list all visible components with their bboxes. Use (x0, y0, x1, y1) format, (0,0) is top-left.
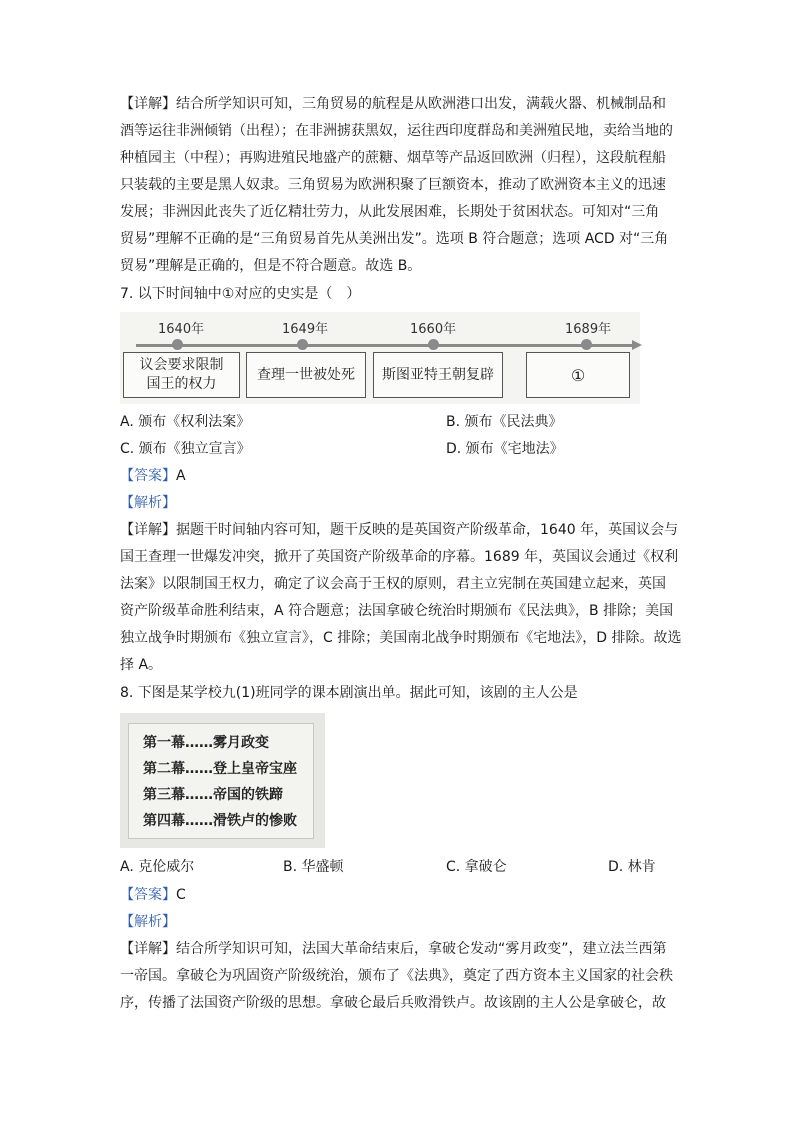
answer-value: C (176, 887, 186, 903)
answer-tag: 【答案】 (120, 468, 176, 484)
q6-detail-line: 发展；非洲因此丧失了近亿精壮劳力，从此发展困难，长期处于贫困状态。可知对“三角 (120, 204, 660, 220)
q7-detail-line: 国王查理一世爆发冲突，掀开了英国资产阶级革命的序幕。1689 年，英国议会通过《权利 (120, 549, 679, 565)
q8-answer (120, 885, 186, 905)
q8-stem: 8. 下图是某学校九(1)班同学的课本剧演出单。据此可知，该剧的主人公是 (120, 685, 578, 701)
timeline-event-box: 斯图亚特王朝复辟 (373, 352, 503, 398)
answer-value: A (176, 468, 186, 484)
q8-detail-line: 一帝国。拿破仑为巩固资产阶级统治，颁布了《法典》，奠定了西方资本主义国家的社会秩 (120, 968, 673, 984)
q6-detail-line: 【详解】结合所学知识可知，三角贸易的航程是从欧洲港口出发，满载火器、机械制品和 (120, 96, 666, 112)
q6-detail-line: 酒等运往非洲倾销（出程）；在非洲掳获黑奴，运往西印度群岛和美洲殖民地，卖给当地的 (120, 123, 673, 139)
timeline-event-box: 议会要求限制 国王的权力 (123, 352, 240, 398)
q7-option-d[interactable]: D. 颁布《宅地法》 (446, 441, 564, 457)
q7-option-a[interactable]: A. 颁布《权利法案》 (120, 414, 251, 430)
timeline-dot (581, 339, 592, 350)
playbill-act: 第二幕……登上皇帝宝座 (143, 761, 297, 777)
timeline-dot (297, 339, 308, 350)
timeline-event-box-blank: ① (526, 352, 630, 398)
timeline-year: 1640年 (158, 322, 205, 337)
q6-detail-line: 种植园主（中程）；再购进殖民地盛产的蔗糖、烟草等产品返回欧洲（归程），这段航程船 (120, 150, 666, 166)
q7-stem: 7. 以下时间轴中①对应的史实是（ ） (120, 286, 361, 302)
timeline-event-box: 查理一世被处死 (246, 352, 366, 398)
playbill-paper (128, 723, 314, 839)
timeline-arrow-icon (632, 340, 642, 350)
q6-detail-line: 贸易”理解不正确的是“三角贸易首先从美洲出发”。选项 B 符合题意；选项 ACD 对“三角 (120, 231, 669, 247)
q7-timeline-figure (120, 312, 640, 404)
q8-option-b[interactable]: B. 华盛顿 (283, 859, 344, 875)
answer-tag: 【答案】 (120, 887, 176, 903)
playbill-act: 第一幕……雾月政变 (143, 735, 269, 751)
q8-playbill-figure (120, 713, 325, 848)
q8-detail-line: 序，传播了法国资产阶级的思想。拿破仑最后兵败滑铁卢。故该剧的主人公是拿破仑，故 (120, 995, 666, 1011)
q7-option-b[interactable]: B. 颁布《民法典》 (446, 414, 563, 430)
q7-detail-line: 资产阶级革命胜利结束，A 符合题意；法国拿破仑统治时期颁布《民法典》，B 排除；美国 (120, 603, 674, 619)
q7-detail-line: 独立战争时期颁布《独立宣言》，C 排除；美国南北战争时期颁布《宅地法》，D 排除。故选 (120, 630, 682, 646)
q8-detail-line: 【详解】结合所学知识可知，法国大革命结束后，拿破仑发动“雾月政变”，建立法兰西第 (120, 941, 667, 957)
q7-answer (120, 466, 186, 486)
timeline-year: 1660年 (410, 322, 457, 337)
q8-option-d[interactable]: D. 林肯 (608, 859, 656, 875)
q8-option-a[interactable]: A. 克伦威尔 (120, 859, 195, 875)
q8-analysis-tag: 【解析】 (120, 914, 176, 930)
q7-detail-line: 法案》以限制国王权力，确定了议会高于王权的原则，君主立宪制在英国建立起来，英国 (120, 576, 666, 592)
playbill-act: 第四幕……滑铁卢的惨败 (143, 813, 297, 829)
q6-detail-line: 只装载的主要是黑人奴隶。三角贸易为欧洲积聚了巨额资本，推动了欧洲资本主义的迅速 (120, 177, 666, 193)
playbill-act: 第三幕……帝国的铁蹄 (143, 787, 283, 803)
q7-detail-line: 择 A。 (120, 657, 163, 673)
timeline-year: 1649年 (282, 322, 329, 337)
q7-option-c[interactable]: C. 颁布《独立宣言》 (120, 441, 251, 457)
timeline-dot (172, 339, 183, 350)
timeline-dot (428, 339, 439, 350)
timeline-year: 1689年 (565, 322, 612, 337)
q8-option-c[interactable]: C. 拿破仑 (446, 859, 507, 875)
timeline-axis (136, 344, 634, 347)
q7-detail-line: 【详解】据题干时间轴内容可知，题干反映的是英国资产阶级革命，1640 年，英国议会与 (120, 522, 679, 538)
q7-analysis-tag: 【解析】 (120, 495, 176, 511)
q6-detail-line: 贸易”理解是正确的，但是不符合题意。故选 B。 (120, 258, 422, 274)
